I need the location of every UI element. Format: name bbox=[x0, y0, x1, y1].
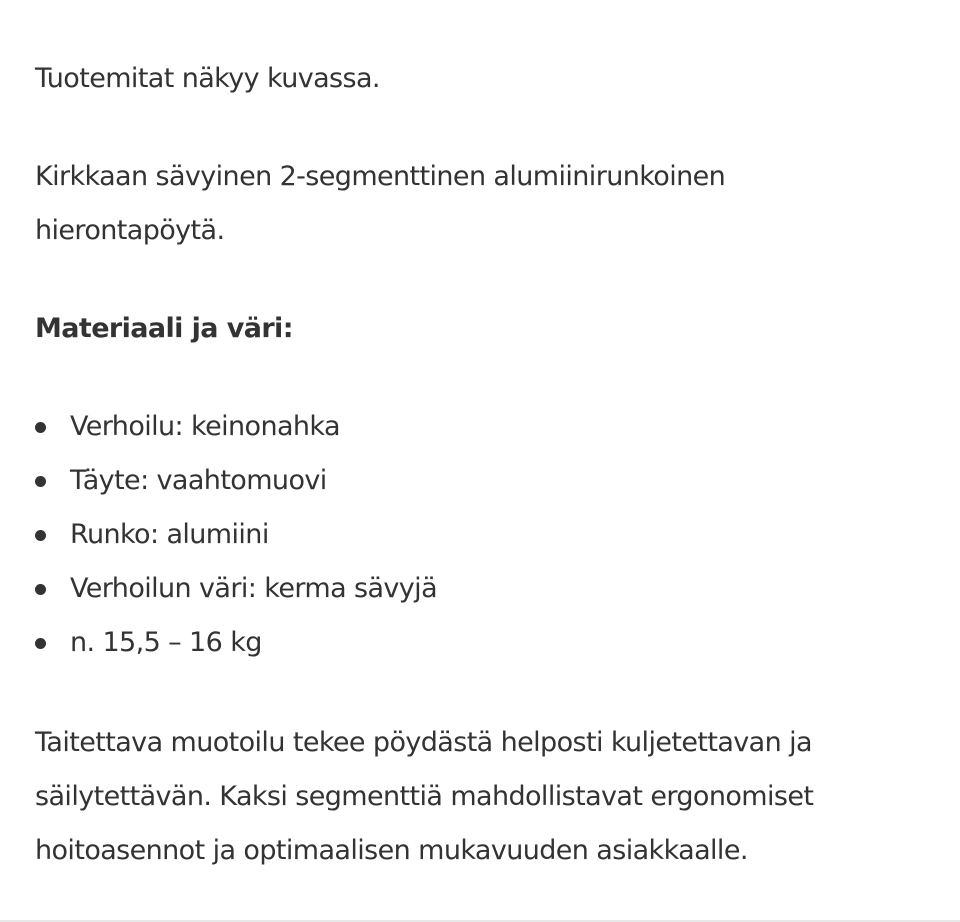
materials-list bbox=[35, 400, 437, 670]
bullet-icon bbox=[35, 638, 46, 649]
bullet-icon bbox=[35, 476, 46, 487]
list-item: Täyte: vaahtomuovi bbox=[35, 454, 437, 508]
materials-heading: Materiaali ja väri: bbox=[35, 313, 293, 344]
list-item: Verhoilun väri: kerma sävyjä bbox=[35, 562, 437, 616]
list-item: Runko: alumiini bbox=[35, 508, 437, 562]
list-item: n. 15,5 – 16 kg bbox=[35, 616, 437, 670]
bullet-icon bbox=[35, 422, 46, 433]
intro-text: Tuotemitat näkyy kuvassa. bbox=[35, 63, 380, 94]
bullet-icon bbox=[35, 530, 46, 541]
summary-text: Kirkkaan sävyinen 2-segmenttinen alumiinirunkoinen hierontapöytä. bbox=[35, 161, 726, 246]
bullet-icon bbox=[35, 584, 46, 595]
details-text: Taitettava muotoilu tekee pöydästä helposti kuljetettavan ja säilytettävän. Kaksi segmenttiä mahdollistavat ergonomiset hoitoasennot ja optimaalisen mukavuuden asiakkaalle. bbox=[35, 727, 814, 866]
list-item: Verhoilu: keinonahka bbox=[35, 400, 437, 454]
